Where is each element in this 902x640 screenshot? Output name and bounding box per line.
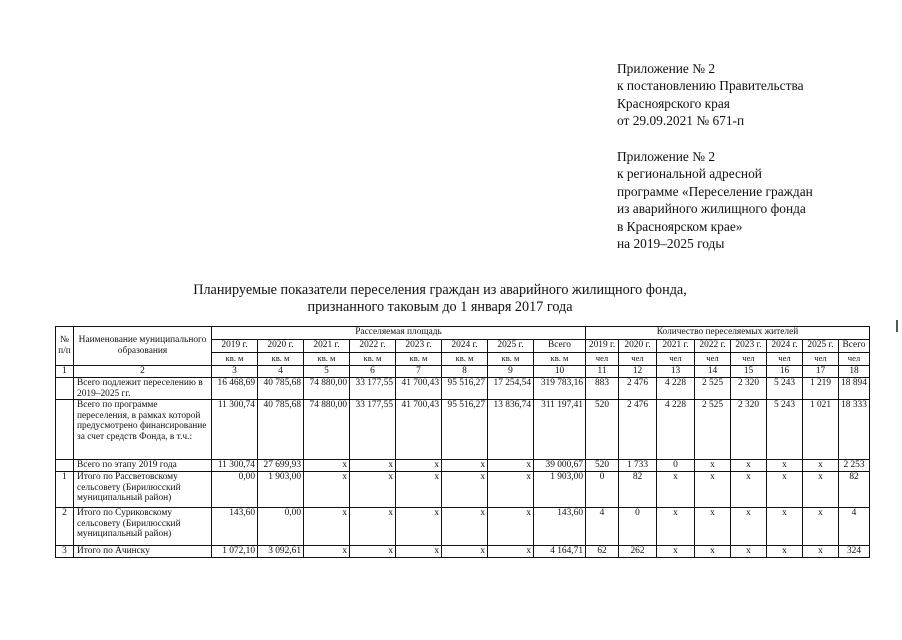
header-area-unit: кв. м	[534, 353, 586, 366]
header-column-number: 15	[731, 366, 767, 378]
header-area-year: 2022 г.	[350, 340, 396, 353]
row-name: Всего подлежит переселению в 2019–2025 гг.	[74, 378, 212, 400]
row-area-value: 3 092,61	[258, 546, 304, 558]
header-column-number: 10	[534, 366, 586, 378]
row-area-value: 0,00	[258, 508, 304, 546]
row-area-value: x	[488, 460, 534, 472]
header-area-year: 2019 г.	[212, 340, 258, 353]
row-area-value: x	[396, 460, 442, 472]
header-column-number: 18	[839, 366, 870, 378]
row-people-value: x	[731, 460, 767, 472]
row-people-value: 2 525	[695, 400, 731, 460]
header-area-year: 2025 г.	[488, 340, 534, 353]
row-people-value: x	[695, 508, 731, 546]
row-area-value: 4 164,71	[534, 546, 586, 558]
header-people-year: 2023 г.	[731, 340, 767, 353]
header-column-number: 13	[657, 366, 695, 378]
header-area-unit: кв. м	[396, 353, 442, 366]
row-area-value: x	[396, 472, 442, 508]
header-people-unit: чел	[803, 353, 839, 366]
table-row	[56, 400, 870, 460]
header-column-number: 8	[442, 366, 488, 378]
header-people-year: 2024 г.	[767, 340, 803, 353]
row-area-value: x	[350, 460, 396, 472]
header-column-number: 7	[396, 366, 442, 378]
attachment-government-line: от 29.09.2021 № 671-п	[617, 113, 745, 129]
row-people-value: 2 253	[839, 460, 870, 472]
row-name: Итого по Суриковскому сельсовету (Бирилюсский муниципальный район)	[74, 508, 212, 546]
header-area-unit: кв. м	[258, 353, 304, 366]
row-people-value: 520	[586, 460, 619, 472]
row-people-value: 2 476	[619, 400, 657, 460]
row-num: 3	[56, 546, 74, 558]
header-people-year: 2021 г.	[657, 340, 695, 353]
header-area-year: 2024 г.	[442, 340, 488, 353]
table-row	[56, 472, 870, 508]
row-people-value: 82	[839, 472, 870, 508]
row-area-value: 74 880,00	[304, 400, 350, 460]
row-area-value: 95 516,27	[442, 378, 488, 400]
attachment-government-line: Приложение № 2	[617, 61, 716, 76]
row-name: Итого по Ачинску	[74, 546, 212, 558]
row-area-value: 41 700,43	[396, 400, 442, 460]
header-column-number: 12	[619, 366, 657, 378]
row-area-value: x	[350, 546, 396, 558]
row-people-value: 4	[839, 508, 870, 546]
header-num: № п/п	[56, 327, 74, 366]
header-area-unit: кв. м	[212, 353, 258, 366]
row-people-value: x	[695, 546, 731, 558]
row-area-value: x	[304, 546, 350, 558]
row-people-value: x	[803, 460, 839, 472]
row-area-value: x	[304, 460, 350, 472]
row-people-value: 2 525	[695, 378, 731, 400]
attachment-program-line: в Красноярском крае»	[617, 218, 743, 234]
row-people-value: x	[731, 546, 767, 558]
attachment-program-line: Приложение № 2	[617, 149, 716, 164]
header-column-number: 17	[803, 366, 839, 378]
header-people-unit: чел	[586, 353, 619, 366]
row-num	[56, 378, 74, 400]
header-area-year: Всего	[534, 340, 586, 353]
row-area-value: x	[350, 472, 396, 508]
row-people-value: x	[695, 472, 731, 508]
row-area-value: x	[350, 508, 396, 546]
row-people-value: 2 476	[619, 378, 657, 400]
row-people-value: 1 219	[803, 378, 839, 400]
row-area-value: 41 700,43	[396, 378, 442, 400]
header-column-number: 4	[258, 366, 304, 378]
row-area-value: x	[442, 472, 488, 508]
row-people-value: 1 021	[803, 400, 839, 460]
attachment-program-line: программе «Переселение граждан	[617, 183, 813, 199]
header-column-number: 16	[767, 366, 803, 378]
row-people-value: 4 228	[657, 400, 695, 460]
row-people-value: x	[731, 508, 767, 546]
row-area-value: 33 177,55	[350, 400, 396, 460]
row-area-value: 1 903,00	[534, 472, 586, 508]
row-area-value: 27 699,93	[258, 460, 304, 472]
row-area-value: 0,00	[212, 472, 258, 508]
attachment-government-line: Красноярского края	[617, 95, 730, 111]
row-people-value: 0	[657, 460, 695, 472]
header-area-group: Расселяемая площадь	[212, 327, 586, 340]
row-people-value: 62	[586, 546, 619, 558]
row-area-value: x	[442, 460, 488, 472]
row-people-value: x	[767, 460, 803, 472]
row-name: Всего по этапу 2019 года	[74, 460, 212, 472]
row-num	[56, 400, 74, 460]
header-column-number: 5	[304, 366, 350, 378]
row-area-value: 1 072,10	[212, 546, 258, 558]
header-people-year: Всего	[839, 340, 870, 353]
row-people-value: x	[657, 508, 695, 546]
row-area-value: x	[396, 508, 442, 546]
header-people-unit: чел	[767, 353, 803, 366]
row-area-value: 95 516,27	[442, 400, 488, 460]
header-people-unit: чел	[839, 353, 870, 366]
attachment-program-line: из аварийного жилищного фонда	[617, 201, 806, 217]
row-name: Итого по Рассветовскому сельсовету (Бирилюсский муниципальный район)	[74, 472, 212, 508]
row-name: Всего по программе переселения, в рамках которой предусмотрено финансирование за счет средств Фонда, в т.ч.:	[74, 400, 212, 460]
header-area-unit: кв. м	[350, 353, 396, 366]
row-area-value: x	[442, 508, 488, 546]
row-area-value: 319 783,16	[534, 378, 586, 400]
attachment-program-line: на 2019–2025 годы	[617, 236, 725, 252]
header-column-number: 11	[586, 366, 619, 378]
row-area-value: x	[442, 546, 488, 558]
row-area-value: 40 785,68	[258, 378, 304, 400]
header-column-number: 1	[56, 366, 74, 378]
attachment-government-line: к постановлению Правительства	[617, 78, 804, 94]
header-people-year: 2022 г.	[695, 340, 731, 353]
row-area-value: 11 300,74	[212, 400, 258, 460]
row-area-value: 40 785,68	[258, 400, 304, 460]
row-area-value: 17 254,54	[488, 378, 534, 400]
row-area-value: 143,60	[534, 508, 586, 546]
row-area-value: 13 836,74	[488, 400, 534, 460]
row-people-value: x	[657, 546, 695, 558]
row-area-value: x	[396, 546, 442, 558]
row-people-value: 18 333	[839, 400, 870, 460]
header-area-year: 2020 г.	[258, 340, 304, 353]
row-num: 2	[56, 508, 74, 546]
row-people-value: 0	[619, 508, 657, 546]
header-people-unit: чел	[731, 353, 767, 366]
row-area-value: 143,60	[212, 508, 258, 546]
row-area-value: 11 300,74	[212, 460, 258, 472]
page-edge-mark	[896, 320, 898, 332]
row-area-value: 1 903,00	[258, 472, 304, 508]
row-people-value: 5 243	[767, 400, 803, 460]
header-area-unit: кв. м	[488, 353, 534, 366]
row-people-value: 262	[619, 546, 657, 558]
row-people-value: 2 320	[731, 400, 767, 460]
header-area-unit: кв. м	[304, 353, 350, 366]
row-area-value: 33 177,55	[350, 378, 396, 400]
resettlement-table	[55, 326, 870, 558]
row-people-value: 5 243	[767, 378, 803, 400]
header-name: Наименование муниципального образования	[74, 327, 212, 366]
header-people-year: 2020 г.	[619, 340, 657, 353]
header-people-group: Количество переселяемых жителей	[586, 327, 870, 340]
row-area-value: 16 468,69	[212, 378, 258, 400]
row-people-value: 883	[586, 378, 619, 400]
row-people-value: x	[731, 472, 767, 508]
attachment-government	[617, 60, 877, 130]
header-area-unit: кв. м	[442, 353, 488, 366]
header-area-year: 2023 г.	[396, 340, 442, 353]
row-people-value: 4	[586, 508, 619, 546]
row-area-value: 39 000,67	[534, 460, 586, 472]
table-row	[56, 378, 870, 400]
row-people-value: x	[767, 472, 803, 508]
table-row	[56, 460, 870, 472]
row-people-value: 82	[619, 472, 657, 508]
row-people-value: 324	[839, 546, 870, 558]
attachment-program	[617, 148, 877, 252]
header-people-year: 2019 г.	[586, 340, 619, 353]
row-people-value: 0	[586, 472, 619, 508]
row-num	[56, 460, 74, 472]
row-people-value: 2 320	[731, 378, 767, 400]
row-people-value: x	[803, 472, 839, 508]
header-people-unit: чел	[657, 353, 695, 366]
row-area-value: x	[488, 546, 534, 558]
row-people-value: x	[803, 508, 839, 546]
document-title-line: Планируемые показатели переселения граждан из аварийного жилищного фонда,	[193, 282, 687, 298]
row-area-value: x	[304, 508, 350, 546]
row-people-value: x	[657, 472, 695, 508]
attachment-program-line: к региональной адресной	[617, 166, 762, 182]
header-area-year: 2021 г.	[304, 340, 350, 353]
row-people-value: 1 733	[619, 460, 657, 472]
row-people-value: x	[803, 546, 839, 558]
header-people-unit: чел	[695, 353, 731, 366]
document-title	[160, 282, 720, 316]
header-people-year: 2025 г.	[803, 340, 839, 353]
row-area-value: 74 880,00	[304, 378, 350, 400]
header-column-number: 2	[74, 366, 212, 378]
header-column-number: 9	[488, 366, 534, 378]
table-row	[56, 508, 870, 546]
row-people-value: 4 228	[657, 378, 695, 400]
row-people-value: 520	[586, 400, 619, 460]
row-area-value: x	[304, 472, 350, 508]
row-people-value: x	[767, 508, 803, 546]
row-people-value: x	[695, 460, 731, 472]
header-column-number: 3	[212, 366, 258, 378]
document-title-line: признанного таковым до 1 января 2017 года	[307, 299, 573, 315]
header-people-unit: чел	[619, 353, 657, 366]
row-people-value: 18 894	[839, 378, 870, 400]
row-area-value: x	[488, 508, 534, 546]
header-column-number: 6	[350, 366, 396, 378]
table-row	[56, 546, 870, 558]
row-num: 1	[56, 472, 74, 508]
header-column-number: 14	[695, 366, 731, 378]
row-area-value: x	[488, 472, 534, 508]
row-area-value: 311 197,41	[534, 400, 586, 460]
row-people-value: x	[767, 546, 803, 558]
